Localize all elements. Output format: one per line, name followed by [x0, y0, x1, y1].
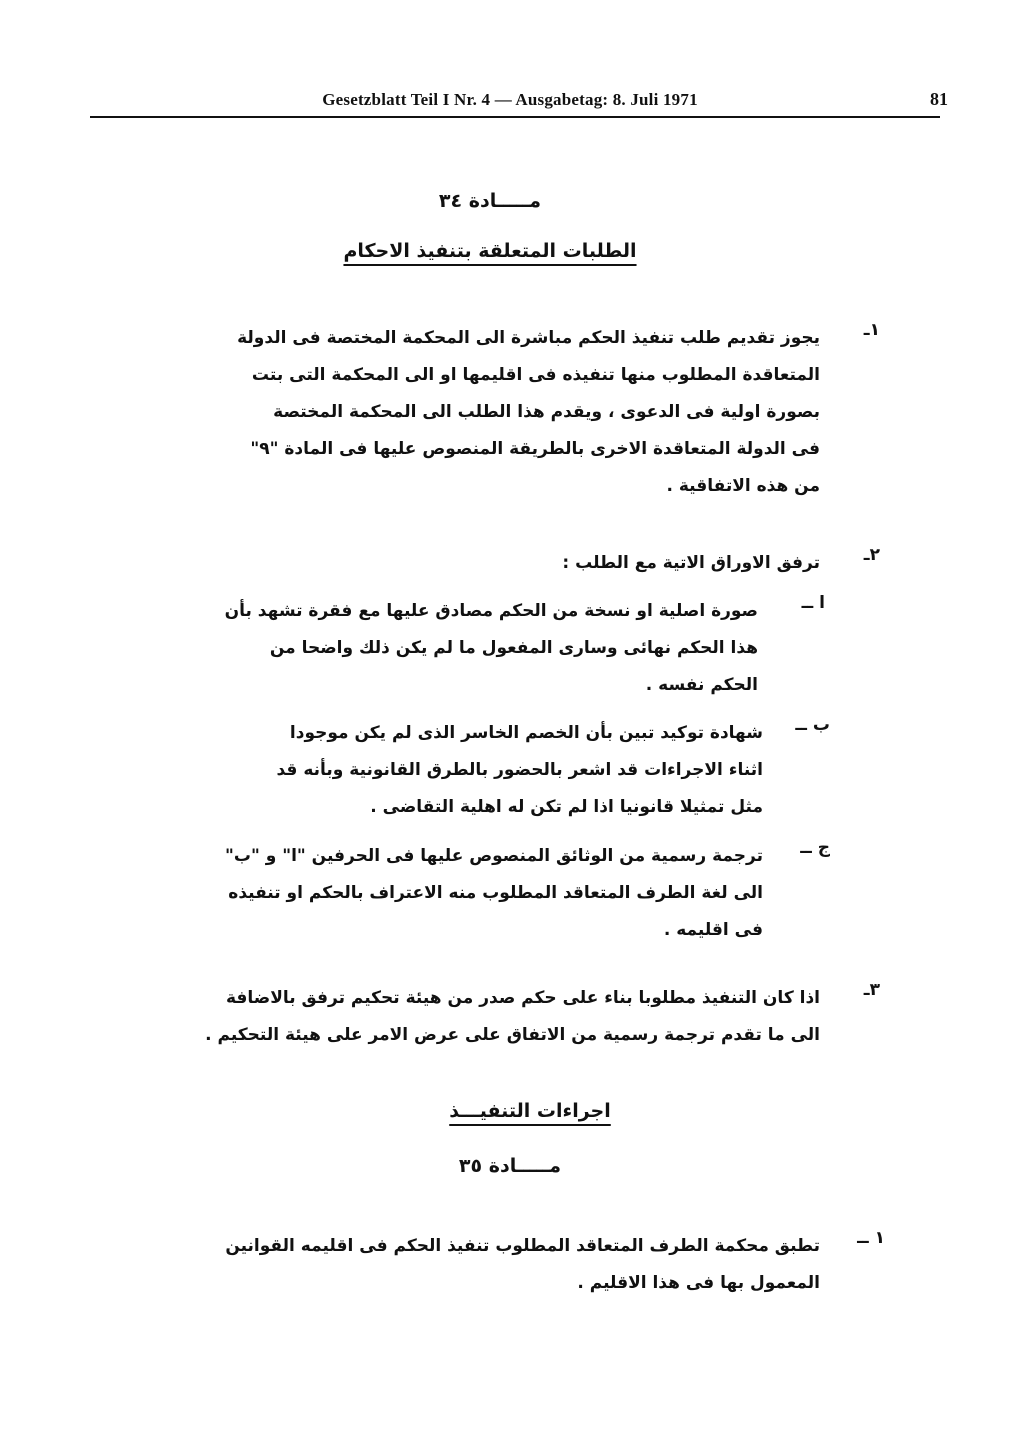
article-35-label: مـــــادة ٣٥ [458, 1155, 562, 1177]
paragraph-line: هذا الحكم نهائى وسارى المفعول ما لم يكن ذلك واضحا من [269, 638, 758, 658]
header-rule [90, 116, 940, 118]
paragraph-line: يجوز تقديم طلب تنفيذ الحكم مباشرة الى المحكمة المختصة فى الدولة [237, 328, 820, 348]
article-34-label: مـــــادة ٣٤ [438, 190, 542, 212]
item-1-paragraph [228, 320, 820, 505]
subitem-b-paragraph [228, 715, 763, 826]
paragraph-line: ترجمة رسمية من الوثائق المنصوص عليها فى الحرفين "ا" و "ب" [225, 846, 763, 866]
page-number: 81 [930, 89, 948, 109]
subitem-a-paragraph [198, 593, 758, 704]
article-35-item-1-number: ١ ــ [857, 1228, 885, 1248]
paragraph-line: صورة اصلية او نسخة من الحكم مصادق عليها مع فقرة تشهد بأن [224, 601, 758, 621]
paragraph-line: بصورة اولية فى الدعوى ، ويقدم هذا الطلب الى المحكمة المختصة [273, 402, 820, 422]
subitem-c-letter: ج ــ [800, 838, 830, 858]
paragraph-line: مثل تمثيلا قانونيا اذا لم تكن له اهلية التقاضى . [370, 797, 763, 817]
paragraph-line: اذا كان التنفيذ مطلوبا بناء على حكم صدر من هيئة تحكيم ترفق بالاضافة [225, 988, 820, 1008]
subitem-b-letter: ب ــ [795, 715, 830, 735]
paragraph-line: شهادة توكيد تبين بأن الخصم الخاسر الذى لم يكن موجودا [289, 723, 763, 743]
article-34-title: الطلبات المتعلقة بتنفيذ الاحكام [343, 240, 637, 262]
paragraph-line: تطبق محكمة الطرف المتعاقد المطلوب تنفيذ الحكم فى اقليمه القوانين [225, 1236, 820, 1256]
article-35-item-1-paragraph [215, 1228, 820, 1302]
paragraph-line: اثناء الاجراءات قد اشعر بالحضور بالطرق القانونية وبأنه قد [276, 760, 763, 780]
item-2-number: ٢ـ [863, 545, 880, 565]
item-1-number: ١ـ [863, 320, 880, 340]
paragraph-line: الى ما تقدم ترجمة رسمية من الاتفاق على عرض الامر على هيئة التحكيم . [205, 1025, 820, 1045]
subitem-a-letter: ا ــ [801, 593, 825, 613]
paragraph-line: المتعاقدة المطلوب منها تنفيذه فى اقليمها او الى المحكمة التى بتت [251, 365, 820, 385]
subitem-c-paragraph [198, 838, 763, 949]
paragraph-line: الحكم نفسه . [645, 675, 758, 695]
paragraph-line: المعمول بها فى هذا الاقليم . [577, 1273, 820, 1293]
paragraph-line: الى لغة الطرف المتعاقد المطلوب منه الاعتراف بالحكم او تنفيذه [228, 883, 763, 903]
item-2-intro: ترفق الاوراق الاتية مع الطلب : [562, 553, 820, 573]
paragraph-line: من هذه الاتفاقية . [666, 476, 820, 496]
item-3-paragraph [198, 980, 820, 1054]
item-3-number: ٣ـ [863, 980, 880, 1000]
section-title: اجراءات التنفيـــذ [449, 1100, 611, 1122]
paragraph-line: فى الدولة المتعاقدة الاخرى بالطريقة المنصوص عليها فى المادة "٩" [250, 439, 820, 459]
gazette-header-title: Gesetzblatt Teil I Nr. 4 — Ausgabetag: 8. Juli 1971 [322, 90, 698, 109]
paragraph-line: فى اقليمه . [663, 920, 763, 940]
